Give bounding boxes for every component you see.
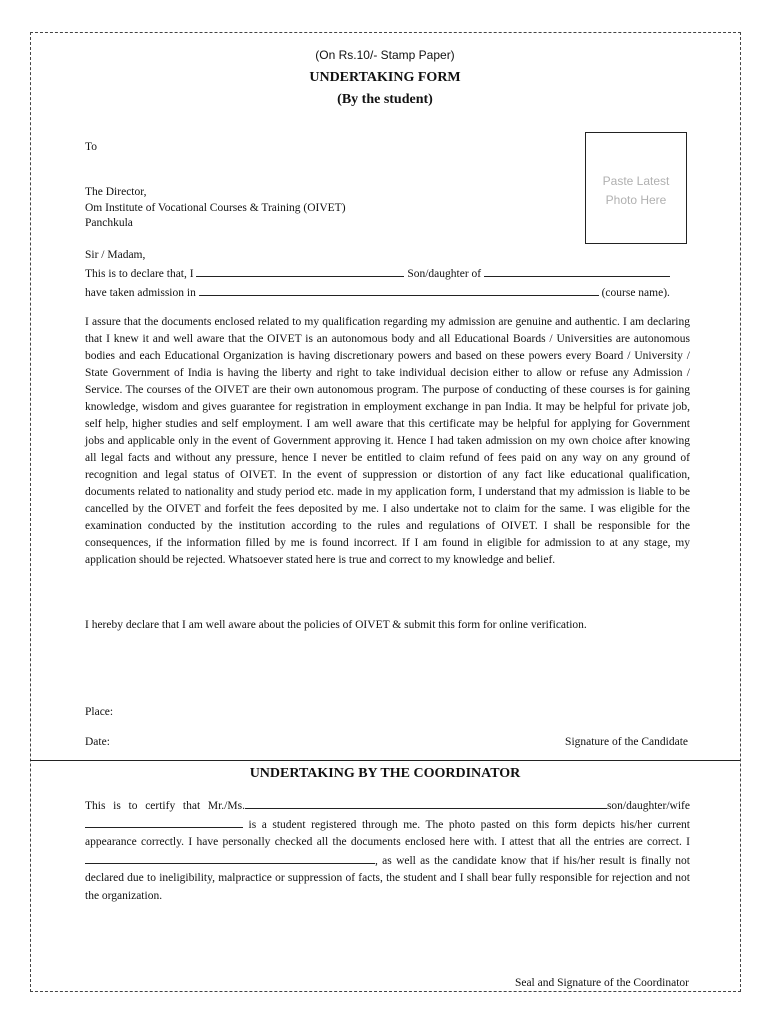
coordinator-title: UNDERTAKING BY THE COORDINATOR (249, 766, 521, 781)
certify-prefix: This is to certify that Mr./Ms. (85, 800, 245, 812)
address-line3: Panchkula (85, 217, 133, 229)
place-label: Place: (85, 706, 114, 718)
parent-name-field[interactable] (484, 265, 670, 277)
coordinator-name-field[interactable] (85, 852, 375, 864)
photo-box[interactable] (585, 132, 687, 244)
final-statement: I hereby declare that I am well aware about the policies of OIVET & submit this form for online verification. (85, 619, 587, 631)
admission-prefix: have taken admission in (85, 287, 196, 299)
form-subtitle: (By the student) (337, 92, 433, 107)
course-name-field[interactable] (199, 284, 599, 296)
address-line1: The Director, (85, 186, 147, 198)
date-label: Date: (85, 736, 110, 748)
declare-line (85, 265, 691, 280)
relation-suffix: son/daughter/wife (606, 800, 690, 812)
coordinator-student-name-field[interactable] (245, 797, 607, 809)
declare-prefix: This is to declare that, I (85, 268, 194, 280)
salutation: Sir / Madam, (85, 249, 146, 261)
admission-line (85, 284, 691, 299)
stamp-paper-note: (On Rs.10/- Stamp Paper) (315, 48, 455, 62)
student-name-field[interactable] (196, 265, 404, 277)
coordinator-relation-name-field[interactable] (85, 816, 243, 828)
photo-box-line1: Paste Latest (602, 174, 670, 188)
coordinator-seal-label: Seal and Signature of the Coordinator (514, 977, 689, 989)
closing-text: , as well as the candidate know that if his/her result is finally not declared due to ineligibility, malpractice or suppression of facts, the student and I shall bear fully responsible for rejection and not the organization. (85, 854, 690, 902)
son-daughter-of-label: Son/daughter of (407, 268, 482, 280)
coordinator-body (85, 797, 690, 905)
registered-text: is a student registered through me. The photo pasted on this form depicts his/her current appearance correctly. I have personally checked all the documents enclosed here with. I attest that all the entries are correct. I (85, 818, 691, 848)
photo-box-line2: Photo Here (605, 193, 667, 207)
form-title: UNDERTAKING FORM (309, 70, 461, 85)
declaration-body: I assure that the documents enclosed related to my qualification regarding my admission are genuine and authentic. I am declaring that I knew it and well aware that the OIVET is an autonomous body and all Educational Boards / Universities are autonomous bodies and each Educational Organization is having discretionary powers and based on these powers every Board / University / State Government of India is having the liberty and right to take individual decision either to allow or refuse any Admission / Service. The courses of the OIVET are their own autonomous program. The purpose of conducting of these courses is for gaining knowledge, wisdom and gives guarantee for registration in employment exchange in pan India. It may be helpful for private job, self help, higher studies and self employment. I am well aware that this certificate may be helpful for applying for Government jobs and applicable only in the event of Government approving it. Hence I had taken admission on my own choice after knowing all legal facts and without any pressure, hence I never be entitled to claim refund of fees paid on any way on any ground of recognition and legal status of OIVET. In the event of suppression or distortion of any fact like educational qualification, documents related to nationality and study period etc. made in my application form, I understand that my admission is liable to be cancelled by the OIVET and forfeit the fees deposited by me. I also undertake not to claim for the same. I was eligible for the examination conducted by the institution according to the rules and regulations of OIVET. I shall be responsible for the consequences, if the information filled by me is found incorrect. If I am found in eligible for admission to at any stage, my application should be rejected. Whatsoever stated here is true and correct to my knowledge and belief. (85, 316, 690, 566)
section-divider (30, 760, 740, 761)
course-name-suffix: (course name). (601, 287, 670, 299)
address-to: To (85, 141, 97, 153)
candidate-signature-label: Signature of the Candidate (565, 736, 688, 748)
address-line2: Om Institute of Vocational Courses & Training (OIVET) (85, 202, 346, 214)
